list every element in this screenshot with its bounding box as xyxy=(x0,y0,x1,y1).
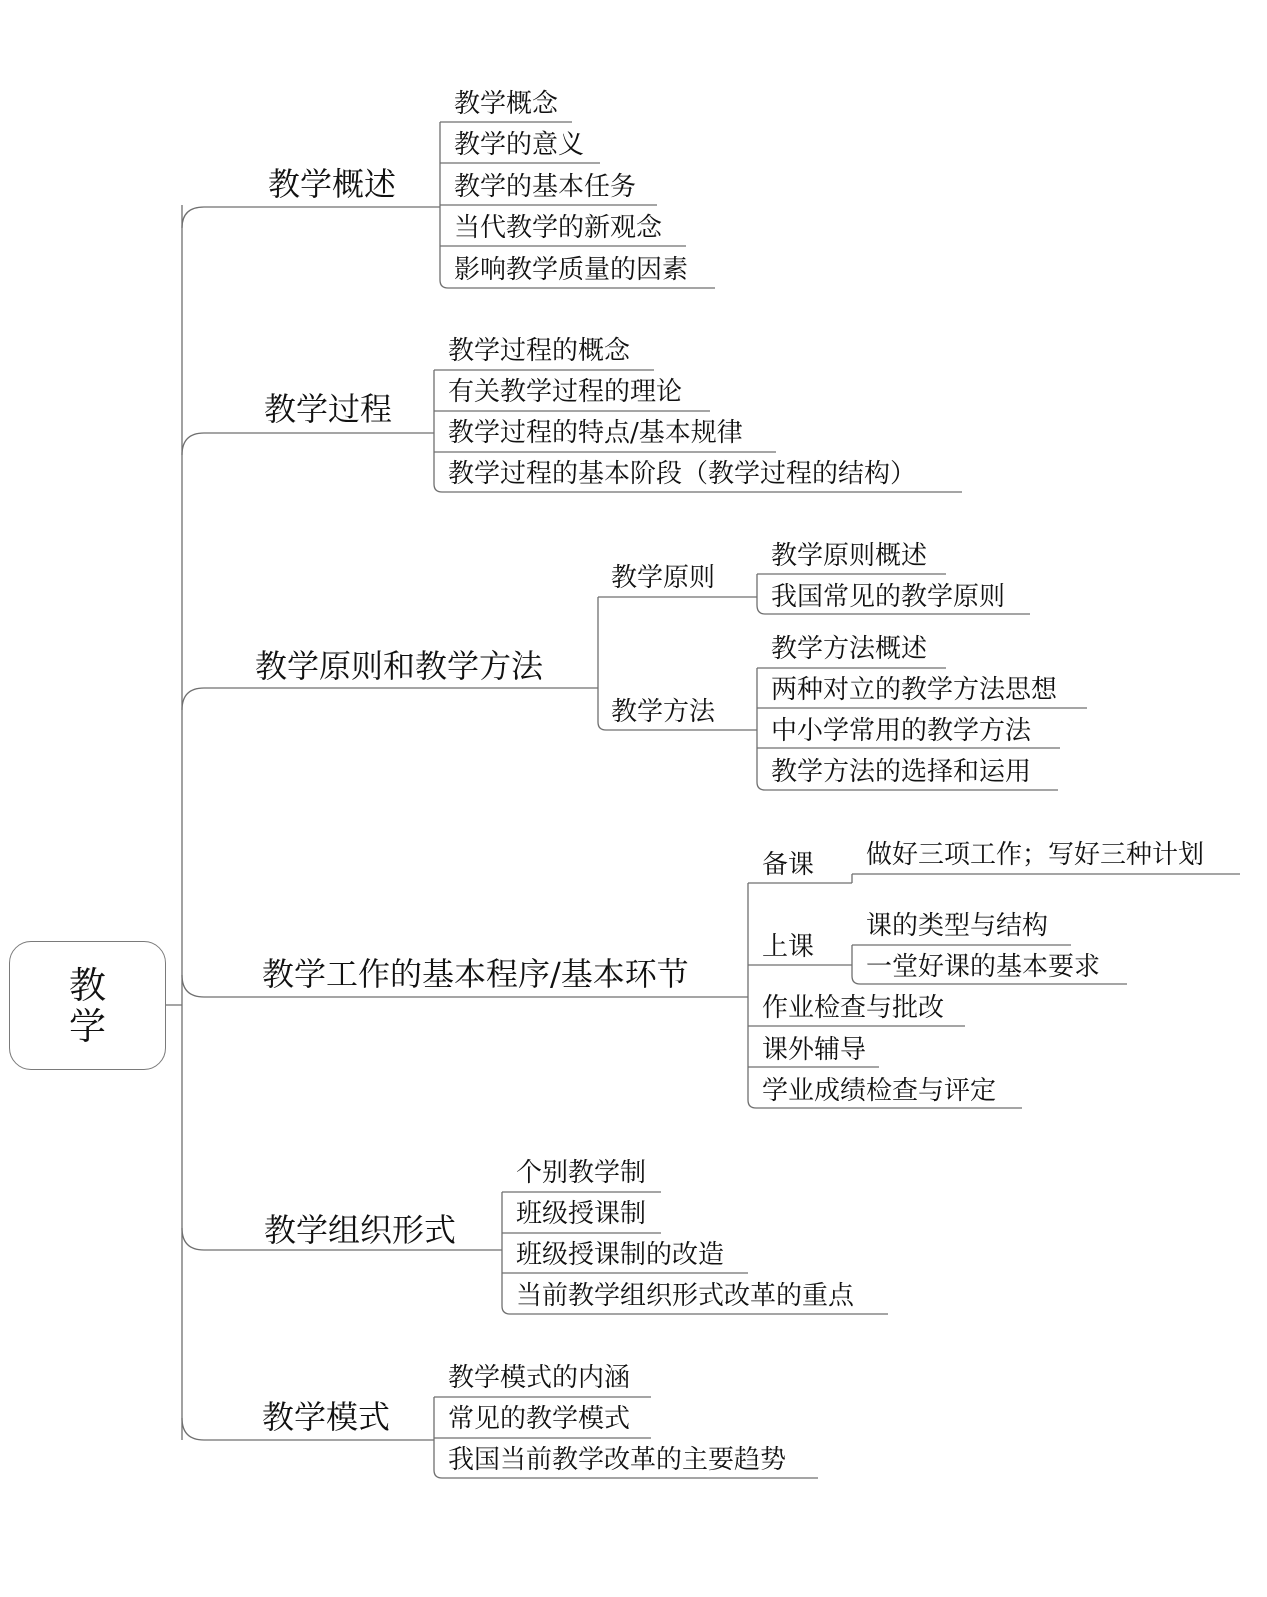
leaf-individual-teaching: 个别教学制 xyxy=(516,1158,647,1188)
sub-class-teaching: 上课 xyxy=(762,932,815,962)
leaf-process-stages: 教学过程的基本阶段（教学过程的结构） xyxy=(448,459,917,489)
branch-work-procedure: 教学工作的基本程序/基本环节 xyxy=(262,955,689,993)
leaf-methods-overview: 教学方法概述 xyxy=(771,634,928,664)
leaf-teaching-concept: 教学概念 xyxy=(454,89,559,119)
leaf-new-ideas: 当代教学的新观念 xyxy=(454,213,663,243)
leaf-lesson-types: 课的类型与结构 xyxy=(866,911,1049,941)
root-node xyxy=(9,941,166,1070)
leaf-good-lesson: 一堂好课的基本要求 xyxy=(866,952,1101,982)
sub-teaching-methods: 教学方法 xyxy=(611,697,716,727)
leaf-reform-trends: 我国当前教学改革的主要趋势 xyxy=(448,1445,787,1475)
leaf-prep-tasks: 做好三项工作；写好三种计划 xyxy=(866,840,1205,870)
sub-homework-check: 作业检查与批改 xyxy=(762,993,945,1023)
branch-teaching-process: 教学过程 xyxy=(264,390,393,428)
branch-organization-forms: 教学组织形式 xyxy=(264,1211,457,1249)
leaf-process-features: 教学过程的特点/基本规律 xyxy=(448,418,743,448)
leaf-method-selection: 教学方法的选择和运用 xyxy=(771,757,1032,787)
leaf-common-principles: 我国常见的教学原则 xyxy=(771,582,1006,612)
leaf-reform-focus: 当前教学组织形式改革的重点 xyxy=(516,1281,855,1311)
leaf-process-theories: 有关教学过程的理论 xyxy=(448,377,683,407)
trunk-line xyxy=(166,205,182,1440)
leaf-model-meaning: 教学模式的内涵 xyxy=(448,1363,631,1393)
leaf-class-system: 班级授课制 xyxy=(516,1199,647,1229)
leaf-class-reform: 班级授课制的改造 xyxy=(516,1240,725,1270)
sub-tutoring: 课外辅导 xyxy=(762,1035,867,1065)
leaf-teaching-significance: 教学的意义 xyxy=(454,130,585,160)
sub-teaching-principles: 教学原则 xyxy=(611,563,716,593)
branch-teaching-overview: 教学概述 xyxy=(268,165,397,203)
branch-principles-methods: 教学原则和教学方法 xyxy=(255,647,544,685)
branch-teaching-models: 教学模式 xyxy=(262,1398,391,1436)
root-label-line2: 学 xyxy=(69,1004,106,1048)
leaf-principles-overview: 教学原则概述 xyxy=(771,541,928,571)
leaf-common-models: 常见的教学模式 xyxy=(448,1404,631,1434)
root-label-line1: 教 xyxy=(69,963,106,1007)
leaf-common-methods: 中小学常用的教学方法 xyxy=(771,716,1032,746)
sub-assessment: 学业成绩检查与评定 xyxy=(762,1076,997,1106)
leaf-opposing-ideas: 两种对立的教学方法思想 xyxy=(771,675,1058,705)
leaf-process-concept: 教学过程的概念 xyxy=(448,336,631,366)
leaf-quality-factors: 影响教学质量的因素 xyxy=(454,255,689,285)
sub-lesson-prep: 备课 xyxy=(762,850,815,880)
leaf-basic-tasks: 教学的基本任务 xyxy=(454,172,637,202)
